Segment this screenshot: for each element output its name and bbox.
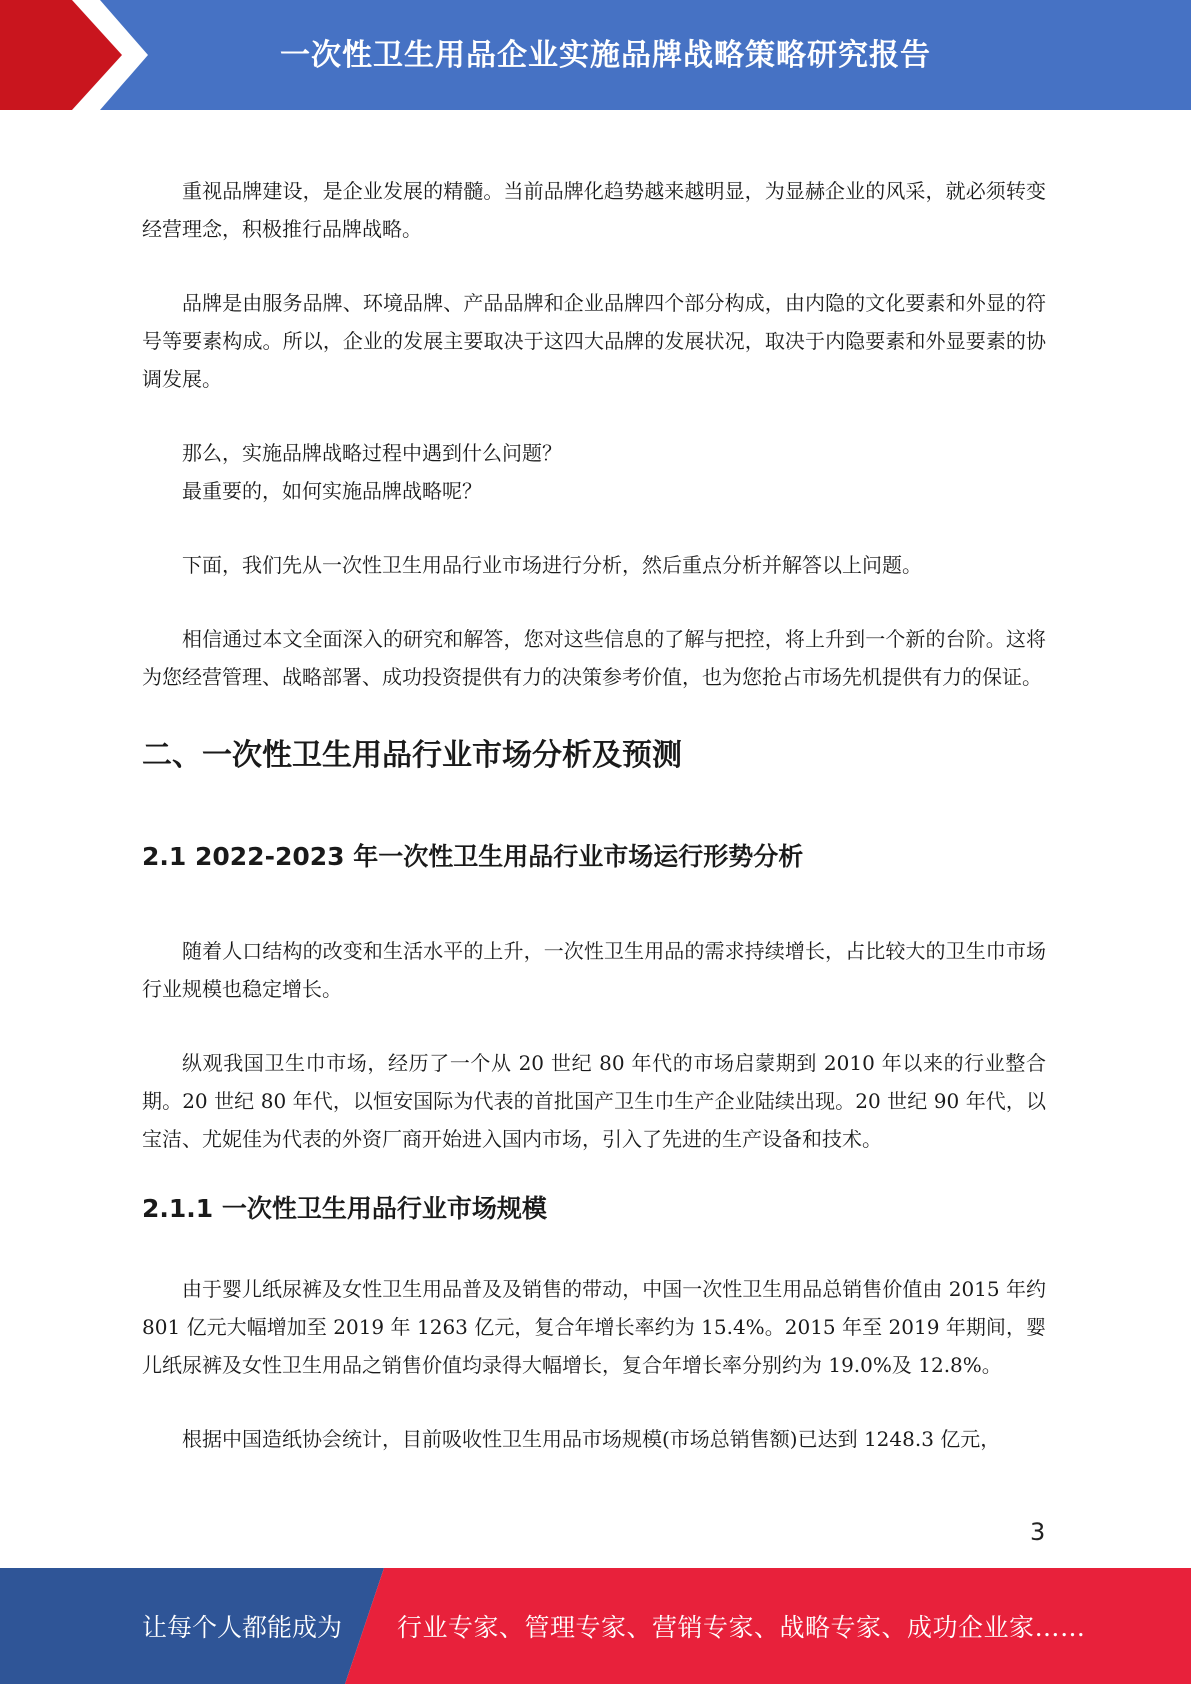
paragraph: 由于婴儿纸尿裤及女性卫生用品普及及销售的带动，中国一次性卫生用品总销售价值由 2015 年约 801 亿元大幅增加至 2019 年 1263 亿元，复合年增长率约为 15.4%。2015 年至 2019 年期间，婴儿纸尿裤及女性卫生用品之销售价值均录得大幅增长，复合年增长率分别约为 19.0%及 12.8%。	[142, 1277, 1046, 1377]
paragraph: 下面，我们先从一次性卫生用品行业市场进行分析，然后重点分析并解答以上问题。	[182, 553, 922, 577]
section-heading: 二、一次性卫生用品行业市场分析及预测	[142, 738, 682, 773]
paragraph: 重视品牌建设，是企业发展的精髓。当前品牌化趋势越来越明显，为显赫企业的风采，就必须转变经营理念，积极推行品牌战略。	[142, 179, 1046, 241]
paragraph: 最重要的，如何实施品牌战略呢？	[182, 479, 482, 503]
document-body	[142, 172, 1046, 1458]
paragraph: 随着人口结构的改变和生活水平的上升，一次性卫生用品的需求持续增长，占比较大的卫生巾市场行业规模也稳定增长。	[142, 939, 1046, 1001]
paragraph: 相信通过本文全面深入的研究和解答，您对这些信息的了解与把控，将上升到一个新的台阶。这将为您经营管理、战略部署、成功投资提供有力的决策参考价值，也为您抢占市场先机提供有力的保证。	[142, 627, 1046, 689]
page-number: 3	[1030, 1518, 1046, 1546]
subsection-heading: 2.1 2022-2023 年一次性卫生用品行业市场运行形势分析	[142, 842, 804, 871]
paragraph: 那么，实施品牌战略过程中遇到什么问题？	[182, 441, 562, 465]
paragraph: 品牌是由服务品牌、环境品牌、产品品牌和企业品牌四个部分构成，由内隐的文化要素和外显的符号等要素构成。所以，企业的发展主要取决于这四大品牌的发展状况，取决于内隐要素和外显要素的协调发展。	[142, 291, 1046, 391]
footer-bar	[0, 1568, 1191, 1684]
footer-slogan-left: 让每个人都能成为	[142, 1613, 343, 1642]
subsection-heading: 2.1.1 一次性卫生用品行业市场规模	[142, 1194, 547, 1223]
paragraph: 纵观我国卫生巾市场，经历了一个从 20 世纪 80 年代的市场启蒙期到 2010 年以来的行业整合期。20 世纪 80 年代，以恒安国际为代表的首批国产卫生巾生产企业陆续出现。20 世纪 90 年代，以宝洁、尤妮佳为代表的外资厂商开始进入国内市场，引入了先进的生产设备和技术。	[142, 1051, 1046, 1151]
footer-slogan-right: 行业专家、管理专家、营销专家、战略专家、成功企业家……	[397, 1613, 1086, 1642]
report-title: 一次性卫生用品企业实施品牌战略策略研究报告	[280, 38, 931, 73]
paragraph: 根据中国造纸协会统计，目前吸收性卫生用品市场规模(市场总销售额)已达到 1248.3 亿元，	[182, 1427, 1001, 1451]
header-bar	[0, 0, 1191, 110]
